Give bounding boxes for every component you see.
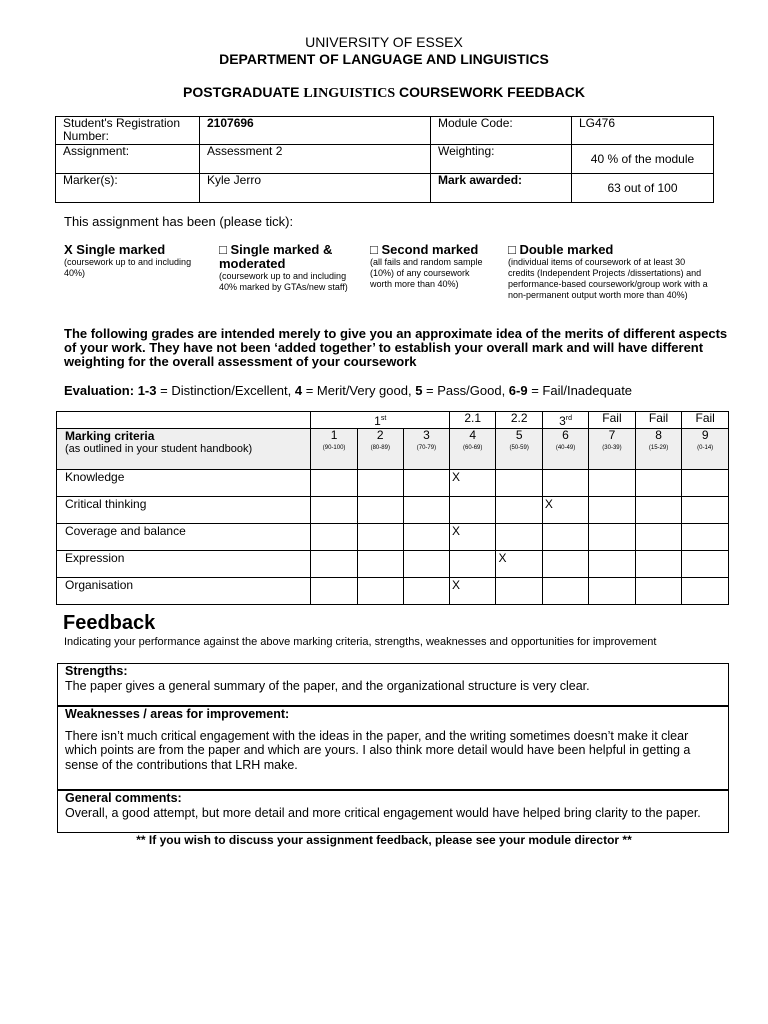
module-code-value: LG476	[572, 117, 714, 145]
mark-awarded-label: Mark awarded:	[431, 174, 572, 203]
grade-cell[interactable]	[682, 470, 729, 497]
criteria-label: Coverage and balance	[57, 524, 311, 551]
department-name: DEPARTMENT OF LANGUAGE AND LINGUISTICS	[219, 51, 549, 67]
criteria-subheading: (as outlined in your student handbook)	[65, 443, 253, 455]
option-single-marked[interactable]	[64, 243, 204, 279]
grade-header-row	[57, 429, 729, 470]
marking-criteria-table	[56, 411, 729, 605]
grade-cell[interactable]	[311, 470, 357, 497]
option-desc: (coursework up to and including 40%)	[64, 257, 192, 278]
grade-cell[interactable]: X	[449, 578, 495, 605]
criteria-label: Expression	[57, 551, 311, 578]
grade-header: 8 (15-29)	[635, 429, 682, 470]
grade-cell[interactable]	[403, 578, 449, 605]
feedback-subtitle: Indicating your performance against the above marking criteria, strengths, weaknesses and opportunities for improvement	[64, 636, 657, 648]
grade-cell[interactable]	[496, 497, 542, 524]
form-title: POSTGRADUATE LINGUISTICS COURSEWORK FEEDBACK	[183, 84, 585, 101]
grade-cell[interactable]	[542, 470, 588, 497]
grade-cell[interactable]	[682, 551, 729, 578]
grade-cell[interactable]	[357, 497, 403, 524]
class-third: 3rd	[542, 412, 588, 429]
grade-cell[interactable]	[635, 524, 682, 551]
grade-cell[interactable]	[311, 578, 357, 605]
feedback-title: Feedback	[63, 612, 156, 634]
grade-cell[interactable]	[635, 578, 682, 605]
criteria-heading: Marking criteria	[65, 429, 155, 443]
grade-cell[interactable]	[635, 497, 682, 524]
grade-cell[interactable]	[635, 470, 682, 497]
general-comments-box	[57, 790, 729, 833]
grade-cell[interactable]	[357, 470, 403, 497]
grade-cell[interactable]	[449, 497, 495, 524]
grade-header: 9 (0-14)	[682, 429, 729, 470]
grade-cell[interactable]: X	[449, 470, 495, 497]
weaknesses-label: Weaknesses / areas for improvement:	[65, 707, 290, 721]
criteria-label: Organisation	[57, 578, 311, 605]
grade-cell[interactable]	[403, 470, 449, 497]
option-double-marked[interactable]	[508, 243, 713, 301]
weaknesses-text: There isn’t much critical engagement with the ideas in the paper, and the writing sometimes doesn’t make it clear which points are from the paper and which are yours. I also think more detail would have been helpful in getting a sense of the contributions that LRH make.	[65, 728, 691, 772]
option-second-marked[interactable]	[370, 243, 490, 290]
grade-cell[interactable]	[403, 524, 449, 551]
option-desc: (individual items of coursework of at least 30 credits (Independent Projects /dissertations) and performance-based coursework/group work with a non-permanent output worth more than 40%)	[508, 257, 708, 300]
grade-cell[interactable]: X	[496, 551, 542, 578]
grade-cell[interactable]	[542, 524, 588, 551]
option-title: X Single marked	[64, 242, 166, 257]
grade-cell[interactable]	[496, 578, 542, 605]
grades-note: The following grades are intended merely to give you an approximate idea of the merits of different aspects of your work. They have not been ‘added together’ to establish your overall mark and will have different weighting for the overall assessment of your coursework	[64, 326, 728, 369]
grade-cell[interactable]	[496, 524, 542, 551]
grade-header: 6 (40-49)	[542, 429, 588, 470]
grade-cell[interactable]	[589, 524, 636, 551]
strengths-box	[57, 663, 729, 706]
grade-header: 5 (50-59)	[496, 429, 542, 470]
criteria-label: Critical thinking	[57, 497, 311, 524]
marker-label: Marker(s):	[56, 174, 200, 203]
marker-value: Kyle Jerro	[200, 174, 431, 203]
criteria-row	[57, 497, 729, 524]
grade-header: 7 (30-39)	[589, 429, 636, 470]
grade-cell[interactable]	[496, 470, 542, 497]
grade-cell[interactable]	[682, 497, 729, 524]
criteria-heading-cell	[57, 429, 311, 470]
grade-cell[interactable]	[589, 497, 636, 524]
strengths-label: Strengths:	[65, 664, 128, 678]
footer-note: ** If you wish to discuss your assignment feedback, please see your module director **	[136, 833, 632, 847]
weaknesses-box	[57, 706, 729, 790]
university-name: UNIVERSITY OF ESSEX	[305, 34, 463, 50]
grade-cell[interactable]	[682, 524, 729, 551]
assignment-label: Assignment:	[56, 145, 200, 174]
general-comments-text: Overall, a good attempt, but more detail and more critical engagement would have helped bring clarity to the paper.	[65, 805, 701, 820]
criteria-row	[57, 470, 729, 497]
class-2-2: 2.2	[496, 412, 542, 429]
grade-cell[interactable]	[589, 578, 636, 605]
class-header-row	[57, 412, 729, 429]
grade-cell[interactable]	[682, 578, 729, 605]
tick-intro: This assignment has been (please tick):	[64, 214, 294, 229]
option-title: □ Second marked	[370, 242, 479, 257]
class-first: 1st	[311, 412, 450, 429]
criteria-label: Knowledge	[57, 470, 311, 497]
grade-cell[interactable]: X	[449, 524, 495, 551]
option-single-moderated[interactable]	[219, 243, 349, 293]
grade-cell[interactable]	[311, 551, 357, 578]
grade-cell[interactable]	[542, 578, 588, 605]
grade-cell[interactable]	[403, 497, 449, 524]
grade-cell[interactable]	[589, 470, 636, 497]
class-fail: Fail	[682, 412, 729, 429]
criteria-row	[57, 578, 729, 605]
assignment-value: Assessment 2	[200, 145, 431, 174]
evaluation-key: Evaluation: 1-3 = Distinction/Excellent, 4 = Merit/Very good, 5 = Pass/Good, 6-9 = Fail/Inadequate	[64, 383, 633, 398]
criteria-row	[57, 524, 729, 551]
grade-cell[interactable]	[357, 578, 403, 605]
criteria-row	[57, 551, 729, 578]
grade-cell[interactable]	[357, 524, 403, 551]
strengths-text: The paper gives a general summary of the paper, and the organizational structure is very clear.	[65, 678, 590, 693]
grade-cell[interactable]	[542, 551, 588, 578]
weighting-label: Weighting:	[431, 145, 572, 174]
grade-header: 3 (70-79)	[403, 429, 449, 470]
class-2-1: 2.1	[449, 412, 495, 429]
general-comments-label: General comments:	[65, 791, 182, 805]
grade-cell[interactable]	[311, 497, 357, 524]
grade-cell[interactable]	[589, 551, 636, 578]
option-title: □ Double marked	[508, 242, 614, 257]
module-code-label: Module Code:	[431, 117, 572, 145]
reg-value: 2107696	[200, 117, 431, 145]
option-desc: (all fails and random sample (10%) of any coursework worth more than 40%)	[370, 257, 483, 289]
grade-cell[interactable]	[449, 551, 495, 578]
class-fail: Fail	[635, 412, 682, 429]
weighting-value: 40 % of the module	[572, 145, 714, 174]
grade-header: 4 (60-69)	[449, 429, 495, 470]
grade-cell[interactable]	[357, 551, 403, 578]
mark-awarded-value: 63 out of 100	[572, 174, 714, 203]
grade-cell[interactable]	[403, 551, 449, 578]
grade-cell[interactable]	[635, 551, 682, 578]
reg-label: Student's Registration Number:	[56, 117, 200, 145]
grade-header: 2 (80-89)	[357, 429, 403, 470]
student-info-table	[55, 116, 714, 203]
grade-cell[interactable]	[311, 524, 357, 551]
option-title: □ Single marked & moderated	[219, 242, 333, 271]
option-desc: (coursework up to and including 40% marked by GTAs/new staff)	[219, 271, 348, 292]
grade-header: 1 (90-100)	[311, 429, 357, 470]
class-fail: Fail	[589, 412, 636, 429]
grade-cell[interactable]: X	[542, 497, 588, 524]
